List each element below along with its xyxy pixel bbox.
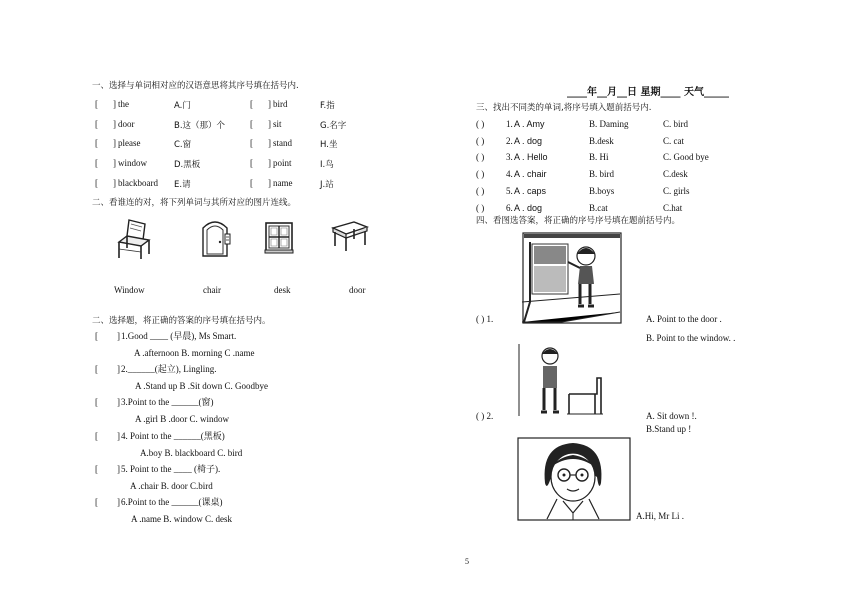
odd-one-out-option-c: C. cat xyxy=(663,135,684,146)
match-option: A.门 xyxy=(174,101,191,111)
odd-one-out-number: 2. xyxy=(506,135,513,146)
odd-one-out-option-b: B. bird xyxy=(589,169,615,180)
question-bracket-close[interactable]: ] xyxy=(117,331,120,341)
match-bracket-close[interactable]: ] xyxy=(113,177,116,188)
match-bracket-close[interactable]: ] xyxy=(268,138,271,149)
date-weather-line: ____年__月__日 星期____ 天气_____ xyxy=(567,87,729,98)
boy-pointing-picture xyxy=(522,232,622,324)
door-picture xyxy=(198,218,234,258)
match-option: F.指 xyxy=(320,101,335,111)
q4-2-number: 2. xyxy=(486,411,494,421)
odd-one-out-number: 3. xyxy=(506,152,513,163)
odd-one-out-number: 6. xyxy=(506,202,513,213)
question-options: A .chair B. door C.bird xyxy=(130,481,213,491)
odd-one-out-option-b: B. Hi xyxy=(589,152,609,163)
question-bracket-open[interactable]: [ xyxy=(95,397,98,407)
question-bracket-open[interactable]: [ xyxy=(95,464,98,474)
question-bracket-close[interactable]: ] xyxy=(117,364,120,374)
section4-title: 四、看图选答案，将正确的序号序号填在题前括号内。 xyxy=(476,216,681,226)
q4-1-number: 1. xyxy=(486,314,494,324)
q4-3-option-a: A.Hi, Mr Li . xyxy=(636,511,684,521)
question-text: 1.Good ____ (早晨), Ms Smart. xyxy=(121,331,237,341)
q4-1-paren[interactable]: ( ) xyxy=(476,314,485,324)
question-text: 5. Point to the ____ (椅子). xyxy=(121,464,221,474)
picture-word-1: Window xyxy=(114,285,145,295)
match-option: C.窗 xyxy=(174,140,192,151)
match-bracket-close[interactable]: ] xyxy=(268,158,271,169)
match-bracket-open[interactable]: [ xyxy=(250,138,253,149)
odd-one-out-option-b: B. Daming xyxy=(589,119,629,129)
match-bracket-close[interactable]: ] xyxy=(268,177,271,188)
match-bracket-open[interactable]: [ xyxy=(95,177,98,188)
odd-one-out-option-b: B.cat xyxy=(589,202,608,213)
odd-one-out-option-a: A . Hello xyxy=(514,152,548,163)
question-options: A .afternoon B. morning C .name xyxy=(134,348,255,358)
question-bracket-open[interactable]: [ xyxy=(95,331,98,341)
question-text: 2.______(起立), Lingling. xyxy=(121,364,217,374)
match-word: name xyxy=(273,177,293,188)
odd-one-out-number: 4. xyxy=(506,169,513,180)
odd-one-out-paren[interactable]: ( ) xyxy=(476,169,485,180)
q4-1-prefix xyxy=(476,314,493,325)
odd-one-out-option-b: B.boys xyxy=(589,185,615,196)
q4-2-option-b: B.Stand up ! xyxy=(646,424,692,434)
match-option: E.请 xyxy=(174,179,191,190)
section3-title: 二、选择题，将正确的答案的序号填在括号内。 xyxy=(92,316,271,326)
odd-one-out-paren[interactable]: ( ) xyxy=(476,202,485,213)
match-word: window xyxy=(118,158,147,169)
odd-one-out-paren[interactable]: ( ) xyxy=(476,152,485,163)
question-options: A .name B. window C. desk xyxy=(131,514,232,524)
match-bracket-close[interactable]: ] xyxy=(113,138,116,149)
match-word: please xyxy=(118,138,141,149)
match-word: the xyxy=(118,99,129,109)
match-bracket-close[interactable]: ] xyxy=(113,118,116,129)
section1-title: 一、选择与单词相对应的汉语意思将其序号填在括号内. xyxy=(92,81,299,91)
match-bracket-open[interactable]: [ xyxy=(95,118,98,129)
boy-standing-chair-picture xyxy=(515,342,605,420)
question-options: A .Stand up B .Sit down C. Goodbye xyxy=(135,381,269,391)
match-word: stand xyxy=(273,138,292,149)
match-option: I.鸟 xyxy=(320,160,334,171)
match-word: point xyxy=(273,158,292,169)
q4-2-option-a: A. Sit down !. xyxy=(646,411,697,421)
match-word: blackboard xyxy=(118,177,158,188)
q4-2-paren[interactable]: ( ) xyxy=(476,411,485,421)
q4-1-option-b: B. Point to the window. . xyxy=(646,333,736,343)
match-bracket-close[interactable]: ] xyxy=(113,158,116,169)
desk-picture xyxy=(330,219,370,253)
match-word: bird xyxy=(273,99,288,109)
teacher-picture xyxy=(517,437,631,521)
q4-1-option-a: A. Point to the door . xyxy=(646,314,722,324)
match-bracket-close[interactable]: ] xyxy=(113,99,116,109)
odd-one-out-option-b: B.desk xyxy=(589,135,614,146)
match-bracket-open[interactable]: [ xyxy=(95,138,98,149)
match-bracket-open[interactable]: [ xyxy=(250,99,253,109)
odd-one-out-paren[interactable]: ( ) xyxy=(476,185,485,196)
section2-title: 二、看谁连的对，将下列单词与其所对应的图片连线。 xyxy=(92,198,297,208)
question-bracket-open[interactable]: [ xyxy=(95,431,98,441)
match-bracket-open[interactable]: [ xyxy=(95,99,98,109)
right-section3-title: 三、找出不同类的单词,将序号填入题前括号内. xyxy=(476,103,652,113)
match-option: D.黑板 xyxy=(174,160,201,171)
picture-word-3: desk xyxy=(274,285,291,295)
question-bracket-close[interactable]: ] xyxy=(117,497,120,507)
odd-one-out-option-a: A . Amy xyxy=(514,119,545,129)
question-text: 3.Point to the ______(窗) xyxy=(121,397,214,407)
match-bracket-close[interactable]: ] xyxy=(268,99,271,109)
question-bracket-open[interactable]: [ xyxy=(95,364,98,374)
match-option: J.站 xyxy=(320,179,334,190)
odd-one-out-option-a: A . caps xyxy=(514,185,547,196)
chair-picture xyxy=(115,218,155,260)
odd-one-out-number: 1. xyxy=(506,119,513,129)
window-picture xyxy=(262,220,298,256)
odd-one-out-option-c: C.desk xyxy=(663,169,688,180)
question-bracket-close[interactable]: ] xyxy=(117,397,120,407)
match-option: B.这（那）个 xyxy=(174,120,226,131)
odd-one-out-option-c: C. Good bye xyxy=(663,152,709,163)
odd-one-out-option-c: C. girls xyxy=(663,185,690,196)
odd-one-out-option-a: A . chair xyxy=(514,169,547,180)
question-bracket-open[interactable]: [ xyxy=(95,497,98,507)
page-number: 5 xyxy=(465,557,469,566)
question-text: 6.Point to the ______(课桌) xyxy=(121,497,223,507)
match-option: G.名字 xyxy=(320,120,347,131)
match-option: H.坐 xyxy=(320,140,338,151)
match-bracket-open[interactable]: [ xyxy=(250,118,253,129)
question-bracket-close[interactable]: ] xyxy=(117,464,120,474)
odd-one-out-option-a: A . dog xyxy=(514,135,543,146)
question-options: A.boy B. blackboard C. bird xyxy=(140,448,243,458)
match-bracket-close[interactable]: ] xyxy=(268,118,271,129)
match-bracket-open[interactable]: [ xyxy=(95,158,98,169)
match-word: door xyxy=(118,118,135,129)
odd-one-out-paren[interactable]: ( ) xyxy=(476,119,485,129)
odd-one-out-option-c: C. bird xyxy=(663,119,689,129)
question-bracket-close[interactable]: ] xyxy=(117,431,120,441)
picture-word-4: door xyxy=(349,285,366,295)
match-bracket-open[interactable]: [ xyxy=(250,158,253,169)
match-bracket-open[interactable]: [ xyxy=(250,177,253,188)
q4-2-prefix xyxy=(476,411,493,422)
question-options: A .girl B .door C. window xyxy=(135,414,230,424)
picture-word-2: chair xyxy=(203,285,221,295)
match-word: sit xyxy=(273,118,282,129)
odd-one-out-paren[interactable]: ( ) xyxy=(476,135,485,146)
question-text: 4. Point to the ______(黑板) xyxy=(121,431,225,441)
odd-one-out-number: 5. xyxy=(506,185,513,196)
odd-one-out-option-a: A . dog xyxy=(514,202,543,213)
odd-one-out-option-c: C.hat xyxy=(663,202,683,213)
